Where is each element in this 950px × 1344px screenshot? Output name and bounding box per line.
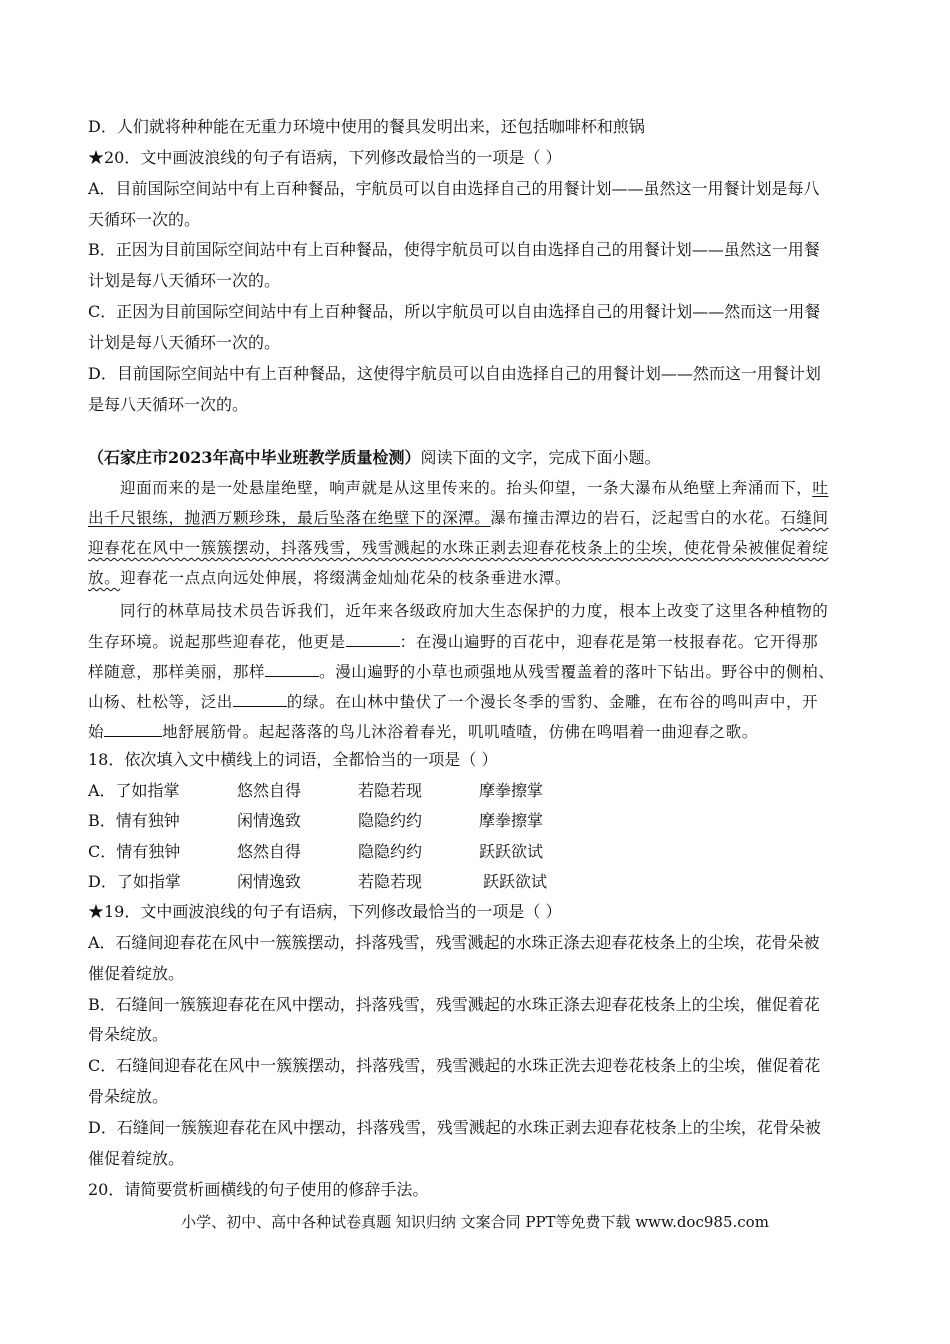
q20a-option-d-line1: D．目前国际空间站中有上百种餐品，这使得宇航员可以自由选择自己的用餐计划——然而这一用餐计划 [88,364,821,383]
q19-option-c-line1: C．石缝间迎春花在风中一簇簇摆动，抖落残雪，残雪溅起的水珠正洗去迎卷花枝条上的尘埃，催促着花 [88,1056,821,1075]
option-word: 隐隐约约 [358,811,423,830]
wavy-sentence: 迎春花在风中一簇簇摆动，抖落残雪，残雪溅起的水珠正剥去迎春花枝条上的尘埃，使花骨朵被催促着绽 [88,539,829,557]
passage-text: ：在漫山遍野的百花中，迎春花是第一枝报春花。它开得那 [399,633,819,651]
option-word: 跃跃欲试 [479,842,544,861]
passage-p1-line2 [88,508,829,528]
passage-text: 迎春花一点点向远处伸展，将缀满金灿灿花朵的枝条垂进水潭。 [120,569,572,587]
q20a-option-b-line1: B．正因为目前国际空间站中有上百种餐品，使得宇航员可以自由选择自己的用餐计划——虽然这一用餐 [88,240,820,259]
option-word: 若隐若现 [358,781,423,800]
passage-p2-line5 [88,721,758,742]
option-word: 隐隐约约 [358,842,423,861]
option-word: 闲情逸致 [237,811,302,830]
option-word: 悠然自得 [237,842,302,861]
passage-text: 山杨、杜松等，泛出 [88,693,233,711]
option-word: C．情有独钟 [88,842,181,861]
passage-text: 。漫山遍野的小草也顽强地从残雪覆盖着的落叶下钻出。野谷中的侧柏、 [319,663,835,681]
section-source: （石家庄市2023年高中毕业班教学质量检测） [88,448,421,467]
fill-blank-3 [233,691,287,707]
passage-p1-line1 [120,478,828,498]
q19-option-c-line2: 骨朵绽放。 [88,1087,169,1106]
passage-p1-line3 [88,538,829,558]
option-word: D．了如指掌 [88,872,181,891]
q20a-option-d-line2: 是每八天循环一次的。 [88,395,249,414]
section-instruction: 阅读下面的文字，完成下面小题。 [420,448,661,467]
question-20b-stem: 20．请简要赏析画横线的句子使用的修辞手法。 [88,1180,429,1199]
q20a-option-c-line2: 计划是每八天循环一次的。 [88,333,281,352]
underlined-sentence: 出千尺银练，抛洒万颗珍珠，最后坠落在绝壁下的深潭。 [88,509,491,527]
passage-p2-line4 [88,691,818,712]
question-20a-stem: ★20．文中画波浪线的句子有语病，下列修改最恰当的一项是（ ） [88,148,562,167]
option-word: 摩拳擦掌 [479,811,544,830]
option-word: 若隐若现 [358,872,423,891]
q20a-option-b-line2: 计划是每八天循环一次的。 [88,271,281,290]
option-word: 跃跃欲试 [483,872,548,891]
option-word: 摩拳擦掌 [479,781,544,800]
fill-blank-4 [104,721,162,737]
question-19-stem: ★19．文中画波浪线的句子有语病，下列修改最恰当的一项是（ ） [88,902,562,921]
q20a-option-a-line2: 天循环一次的。 [88,210,201,229]
passage-p2-line3 [88,661,834,682]
passage-text: 样随意，那样美丽，那样 [88,663,266,681]
q20a-option-c-line1: C．正因为目前国际空间站中有上百种餐品，所以宇航员可以自由选择自己的用餐计划——然而这一用餐 [88,302,821,321]
q19-option-b-line2: 骨朵绽放。 [88,1025,169,1044]
passage-text: 迎面而来的是一处悬崖绝壁，响声就是从这里传来的。抬头仰望，一条大瀑布从绝壁上奔涌而下， [120,479,813,497]
q19-option-d-line2: 催促着绽放。 [88,1149,185,1168]
passage-text: 瀑布撞击潭边的岩石，泛起雪白的水花。 [490,509,781,527]
page-footer: 小学、初中、高中各种试卷真题 知识归纳 文案合同 PPT等免费下载 www.doc985.com [181,1213,769,1231]
q19-option-b-line1: B．石缝间一簇簇迎春花在风中摆动，抖落残雪，残雪溅起的水珠正涤去迎春花枝条上的尘埃，催促着花 [88,995,820,1014]
wavy-sentence: 放。 [88,569,121,587]
option-word: B．情有独钟 [88,811,180,830]
prev-option-d: D．人们就将种种能在无重力环境中使用的餐具发明出来，还包括咖啡杯和煎锅 [88,117,645,136]
q19-option-d-line1: D．石缝间一簇簇迎春花在风中摆动，抖落残雪，残雪溅起的水珠正剥去迎春花枝条上的尘埃，花骨朵被 [88,1118,821,1137]
q20a-option-a-line1: A．目前国际空间站中有上百种餐品，宇航员可以自由选择自己的用餐计划——虽然这一用餐计划是每八 [88,179,820,198]
fill-blank-1 [346,631,400,647]
section-heading [88,448,661,468]
passage-text: 始 [88,723,105,741]
passage-p1-line4 [88,568,571,588]
wavy-sentence: 石缝间 [780,509,829,527]
q19-option-a-line2: 催促着绽放。 [88,964,185,983]
passage-text: 生存环境。说起那些迎春花，他更是 [88,633,346,651]
fill-blank-2 [265,661,319,677]
question-18-stem: 18．依次填入文中横线上的词语，全都恰当的一项是（ ） [88,750,498,769]
option-word: A．了如指掌 [88,781,180,800]
underlined-sentence: 吐 [812,479,829,497]
passage-text: 的绿。在山林中蛰伏了一个漫长冬季的雪豹、金雕，在布谷的鸣叫声中，开 [286,693,819,711]
option-word: 闲情逸致 [237,872,302,891]
option-word: 悠然自得 [237,781,302,800]
passage-p2-line2 [88,631,818,652]
q19-option-a-line1: A．石缝间迎春花在风中一簇簇摆动，抖落残雪，残雪溅起的水珠正涤去迎春花枝条上的尘埃，花骨朵被 [88,933,820,952]
passage-text: 地舒展筋骨。起起落落的鸟儿沐浴着春光，叽叽喳喳，仿佛在鸣唱着一曲迎春之歌。 [162,723,758,741]
passage-p2-line1: 同行的林草局技术员告诉我们，近年来各级政府加大生态保护的力度，根本上改变了这里各种植物的 [120,602,829,620]
